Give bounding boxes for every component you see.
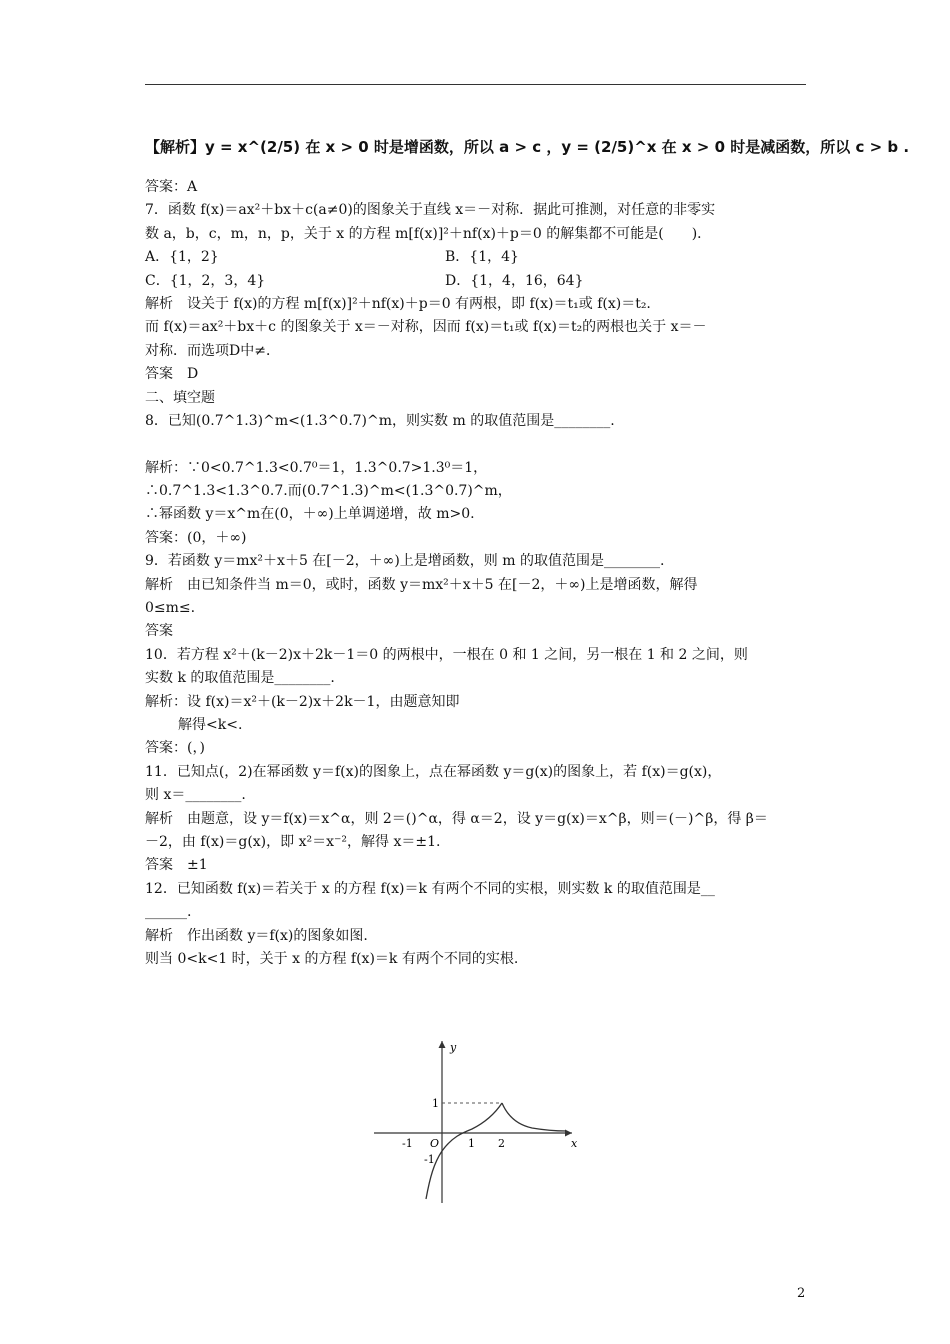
origin-label: O [430,1137,440,1150]
text-line: 解析：设 f(x)＝x²＋(k－2)x＋2k－1，由题意知即 [145,693,460,710]
text-line: 0≤m≤. [145,600,196,617]
ytick-label-1: 1 [432,1097,439,1110]
curve-right-branch [502,1103,566,1131]
text-line: 实数 k 的取值范围是________. [145,670,335,687]
text-line-indented: 解得<k<. [178,716,243,733]
text-line: 答案 D [145,366,199,383]
text-line: 8．已知(0.7^1.3)^m<(1.3^0.7)^m，则实数 m 的取值范围是________. [145,412,615,429]
solution-header-line: 【解析】y = x^(2/5) 在 x > 0 时是增函数，所以 a > c ，y = (2/5)^x 在 x > 0 时是减函数，所以 c > b . [145,138,910,156]
text-line: －2，由 f(x)＝g(x)，即 x²＝x⁻²，解得 x＝±1. [145,833,441,850]
section-heading: 二、填空题 [145,389,215,406]
option-a: A．{1，2} [145,249,219,266]
curve-left-branch [426,1103,502,1199]
blank-line [145,433,806,456]
x-axis-label: x [571,1137,578,1150]
tick-label-1: 1 [468,1137,475,1150]
tick-label-neg1: -1 [402,1137,413,1150]
text-line: ______. [145,904,192,921]
text-line: 10．若方程 x²＋(k－2)x＋2k－1＝0 的两根中，一根在 0 和 1 之间，另一根在 1 和 2 之间，则 [145,646,748,663]
text-line: 答案 ±1 [145,857,208,874]
options-row [145,246,806,269]
text-line: 解析 作出函数 y＝f(x)的图象如图. [145,927,368,944]
text-line: 12．已知函数 f(x)＝若关于 x 的方程 f(x)＝k 有两个不同的实根，则实数 k 的取值范围是__ [145,880,715,897]
text-line: 则 x＝________. [145,787,246,804]
text-line: 答案：A [145,179,198,195]
text-line: ∴0.7^1.3<1.3^0.7.而(0.7^1.3)^m<(1.3^0.7)^m， [145,483,512,500]
top-rule [145,84,806,85]
text-line: ∴幂函数 y＝x^m在(0，＋∞)上单调递增，故 m>0. [145,506,475,523]
option-c: C．{1，2，3，4} [145,272,266,289]
text-line: 答案：(0，＋∞) [145,529,247,546]
text-line: 解析 由题意，设 y＝f(x)＝x^α，则 2＝()^α，得 α＝2，设 y＝g(x)＝x^β，则＝(－)^β，得 β＝ [145,810,768,827]
y-axis-label: y [450,1041,457,1054]
text-line: 而 f(x)＝ax²＋bx＋c 的图象关于 x＝－对称，因而 f(x)＝t₁或 f(x)＝t₂的两根也关于 x＝－ [145,319,707,336]
text-line: 11．已知点(，2)在幂函数 y＝f(x)的图象上，点在幂函数 y＝g(x)的图象上，若 f(x)＝g(x)， [145,763,722,780]
options-row [145,270,806,293]
text-line: 解析 由已知条件当 m＝0，或时，函数 y＝mx²＋x＋5 在[－2，＋∞)上是增函数，解得 [145,576,698,593]
text-line: 7．函数 f(x)＝ax²＋bx＋c(a≠0)的图象关于直线 x＝－对称．据此可推测，对任意的非零实 [145,202,716,219]
text-line: 则当 0<k<1 时，关于 x 的方程 f(x)＝k 有两个不同的实根. [145,950,519,967]
text-line: 对称．而选项D中≠． [145,342,280,359]
option-b: B．{1，4} [445,249,519,266]
text-line: 解析：∵0<0.7^1.3<0.7⁰＝1，1.3^0.7>1.3⁰＝1， [145,459,488,476]
text-line: 答案：(，) [145,740,205,757]
text-line: 数 a，b，c，m，n，p，关于 x 的方程 m[f(x)]²＋nf(x)＋p＝0 的解集都不可能是( )． [145,225,712,242]
text-line: 答案 [145,623,173,640]
page-number: 2 [797,1286,806,1301]
ytick-label-neg1: -1 [424,1153,435,1166]
tick-label-2: 2 [498,1137,505,1150]
function-graph [372,1037,584,1205]
content [145,118,910,971]
text-line: 解析 设关于 f(x)的方程 m[f(x)]²＋nf(x)＋p＝0 有两根，即 f(x)＝t₁或 f(x)＝t₂. [145,295,651,312]
text-line: 9．若函数 y＝mx²＋x＋5 在[－2，＋∞)上是增函数，则 m 的取值范围是________. [145,553,665,570]
option-d: D．{1，4，16，64} [445,272,584,289]
